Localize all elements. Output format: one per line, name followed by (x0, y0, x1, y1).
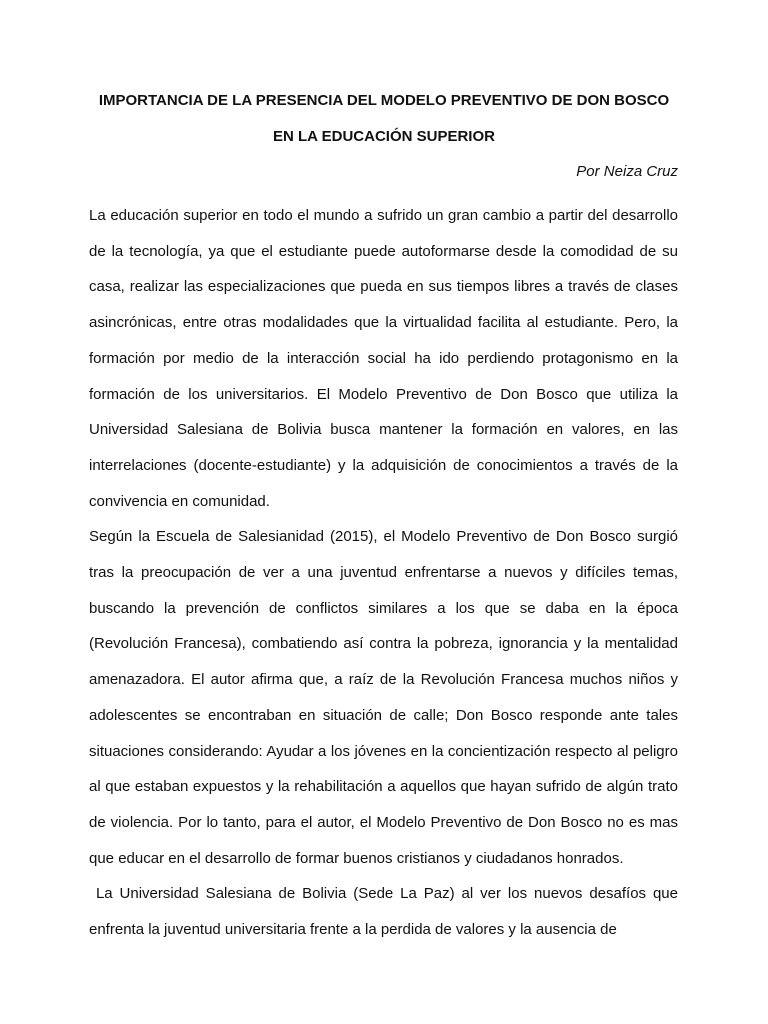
document-title-line-1: IMPORTANCIA DE LA PRESENCIA DEL MODELO PREVENTIVO DE DON BOSCO (98, 92, 670, 109)
paragraph-3: La Universidad Salesiana de Bolivia (Sede La Paz) al ver los nuevos desafíos que enfrenta la juventud universitaria frente a la perdida de valores y la ausencia de (89, 885, 683, 939)
paragraph-2: Según la Escuela de Salesianidad (2015), el Modelo Preventivo de Don Bosco surgió tras la preocupación de ver a una juventud enfrentarse a nuevos y difíciles temas, buscando la prevención de conflictos similares a los que se daba en la época (Revolución Francesa), combatiendo así contra la pobreza, ignorancia y la mentalidad amenazadora. El autor afirma que, a raíz de la Revolución Francesa muchos niños y adolescentes se encontraban en situación de calle; Don Bosco responde ante tales situaciones considerando: Ayudar a los jóvenes en la concientización respecto al peligro al que estaban expuestos y la rehabilitación a aquellos que hayan sufrido de algún trato de violencia. Por lo tanto, para el autor, el Modelo Preventivo de Don Bosco no es mas que educar en el desarrollo de formar buenos cristianos y ciudadanos honrados. (89, 528, 678, 867)
document-body (89, 198, 683, 948)
paragraph-1: La educación superior en todo el mundo a sufrido un gran cambio a partir del desarrollo de la tecnología, ya que el estudiante puede autoformarse desde la comodidad de su casa, realizar las especializaciones que pueda en sus tiempos libres a través de clases asincrónicas, entre otras modalidades que la virtualidad facilita al estudiante. Pero, la formación por medio de la interacción social ha ido perdiendo protagonismo en la formación de los universitarios. El Modelo Preventivo de Don Bosco que utiliza la Universidad Salesiana de Bolivia busca mantener la formación en valores, en las interrelaciones (docente-estudiante) y la adquisición de conocimientos a través de la convivencia en comunidad. (89, 207, 678, 510)
document-title-line-2: EN LA EDUCACIÓN SUPERIOR (273, 128, 495, 145)
author-byline: Por Neiza Cruz (576, 163, 678, 180)
